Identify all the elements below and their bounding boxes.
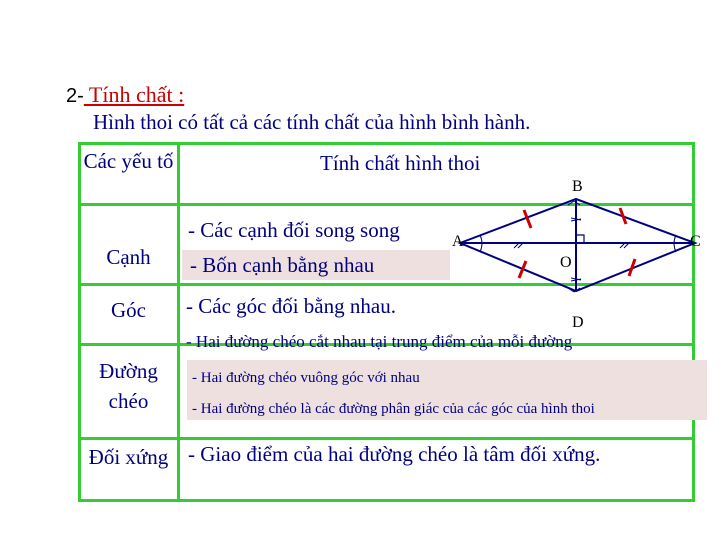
row-label-goc: Góc bbox=[111, 298, 146, 322]
rhombus-diagram bbox=[440, 170, 710, 335]
rhombus-shape bbox=[460, 199, 695, 291]
vertex-label-d: D bbox=[572, 314, 584, 331]
header-left: Các yếu tố bbox=[83, 149, 174, 173]
prop-doi-xung-1: - Giao điểm của hai đường chéo là tâm đối xứng. bbox=[188, 442, 601, 466]
vertex-label-c: C bbox=[690, 233, 701, 250]
intro-text: Hình thoi có tất cả các tính chất của hình bình hành. bbox=[93, 110, 531, 134]
vertex-label-a: A bbox=[452, 233, 464, 250]
header-right: Tính chất hình thoi bbox=[320, 151, 481, 175]
table-divider-row4 bbox=[78, 437, 695, 440]
section-number: 2- bbox=[66, 85, 84, 107]
prop-canh-2: - Bốn cạnh bằng nhau bbox=[190, 253, 375, 277]
row-label-doi-xung: Đối xứng bbox=[88, 445, 169, 469]
prop-goc-1: - Các góc đối bằng nhau. bbox=[186, 294, 396, 318]
row-label-canh: Cạnh bbox=[106, 245, 151, 269]
vertex-label-b: B bbox=[572, 178, 583, 195]
vertex-label-o: O bbox=[560, 254, 572, 271]
prop-canh-1: - Các cạnh đối song song bbox=[188, 218, 400, 242]
right-angle-mark bbox=[576, 235, 584, 243]
row-label-duong-cheo: Đường chéo bbox=[99, 359, 158, 413]
prop-cheo-2: - Hai đường chéo vuông góc với nhau bbox=[192, 370, 420, 386]
prop-cheo-1: - Hai đường chéo cắt nhau tại trung điểm của mỗi đường bbox=[186, 332, 573, 351]
diagonal-marks bbox=[514, 201, 630, 292]
section-heading bbox=[66, 82, 184, 108]
prop-cheo-3: - Hai đường chéo là các đường phân giác của các góc của hình thoi bbox=[192, 401, 595, 417]
section-title: Tính chất : bbox=[83, 82, 185, 107]
